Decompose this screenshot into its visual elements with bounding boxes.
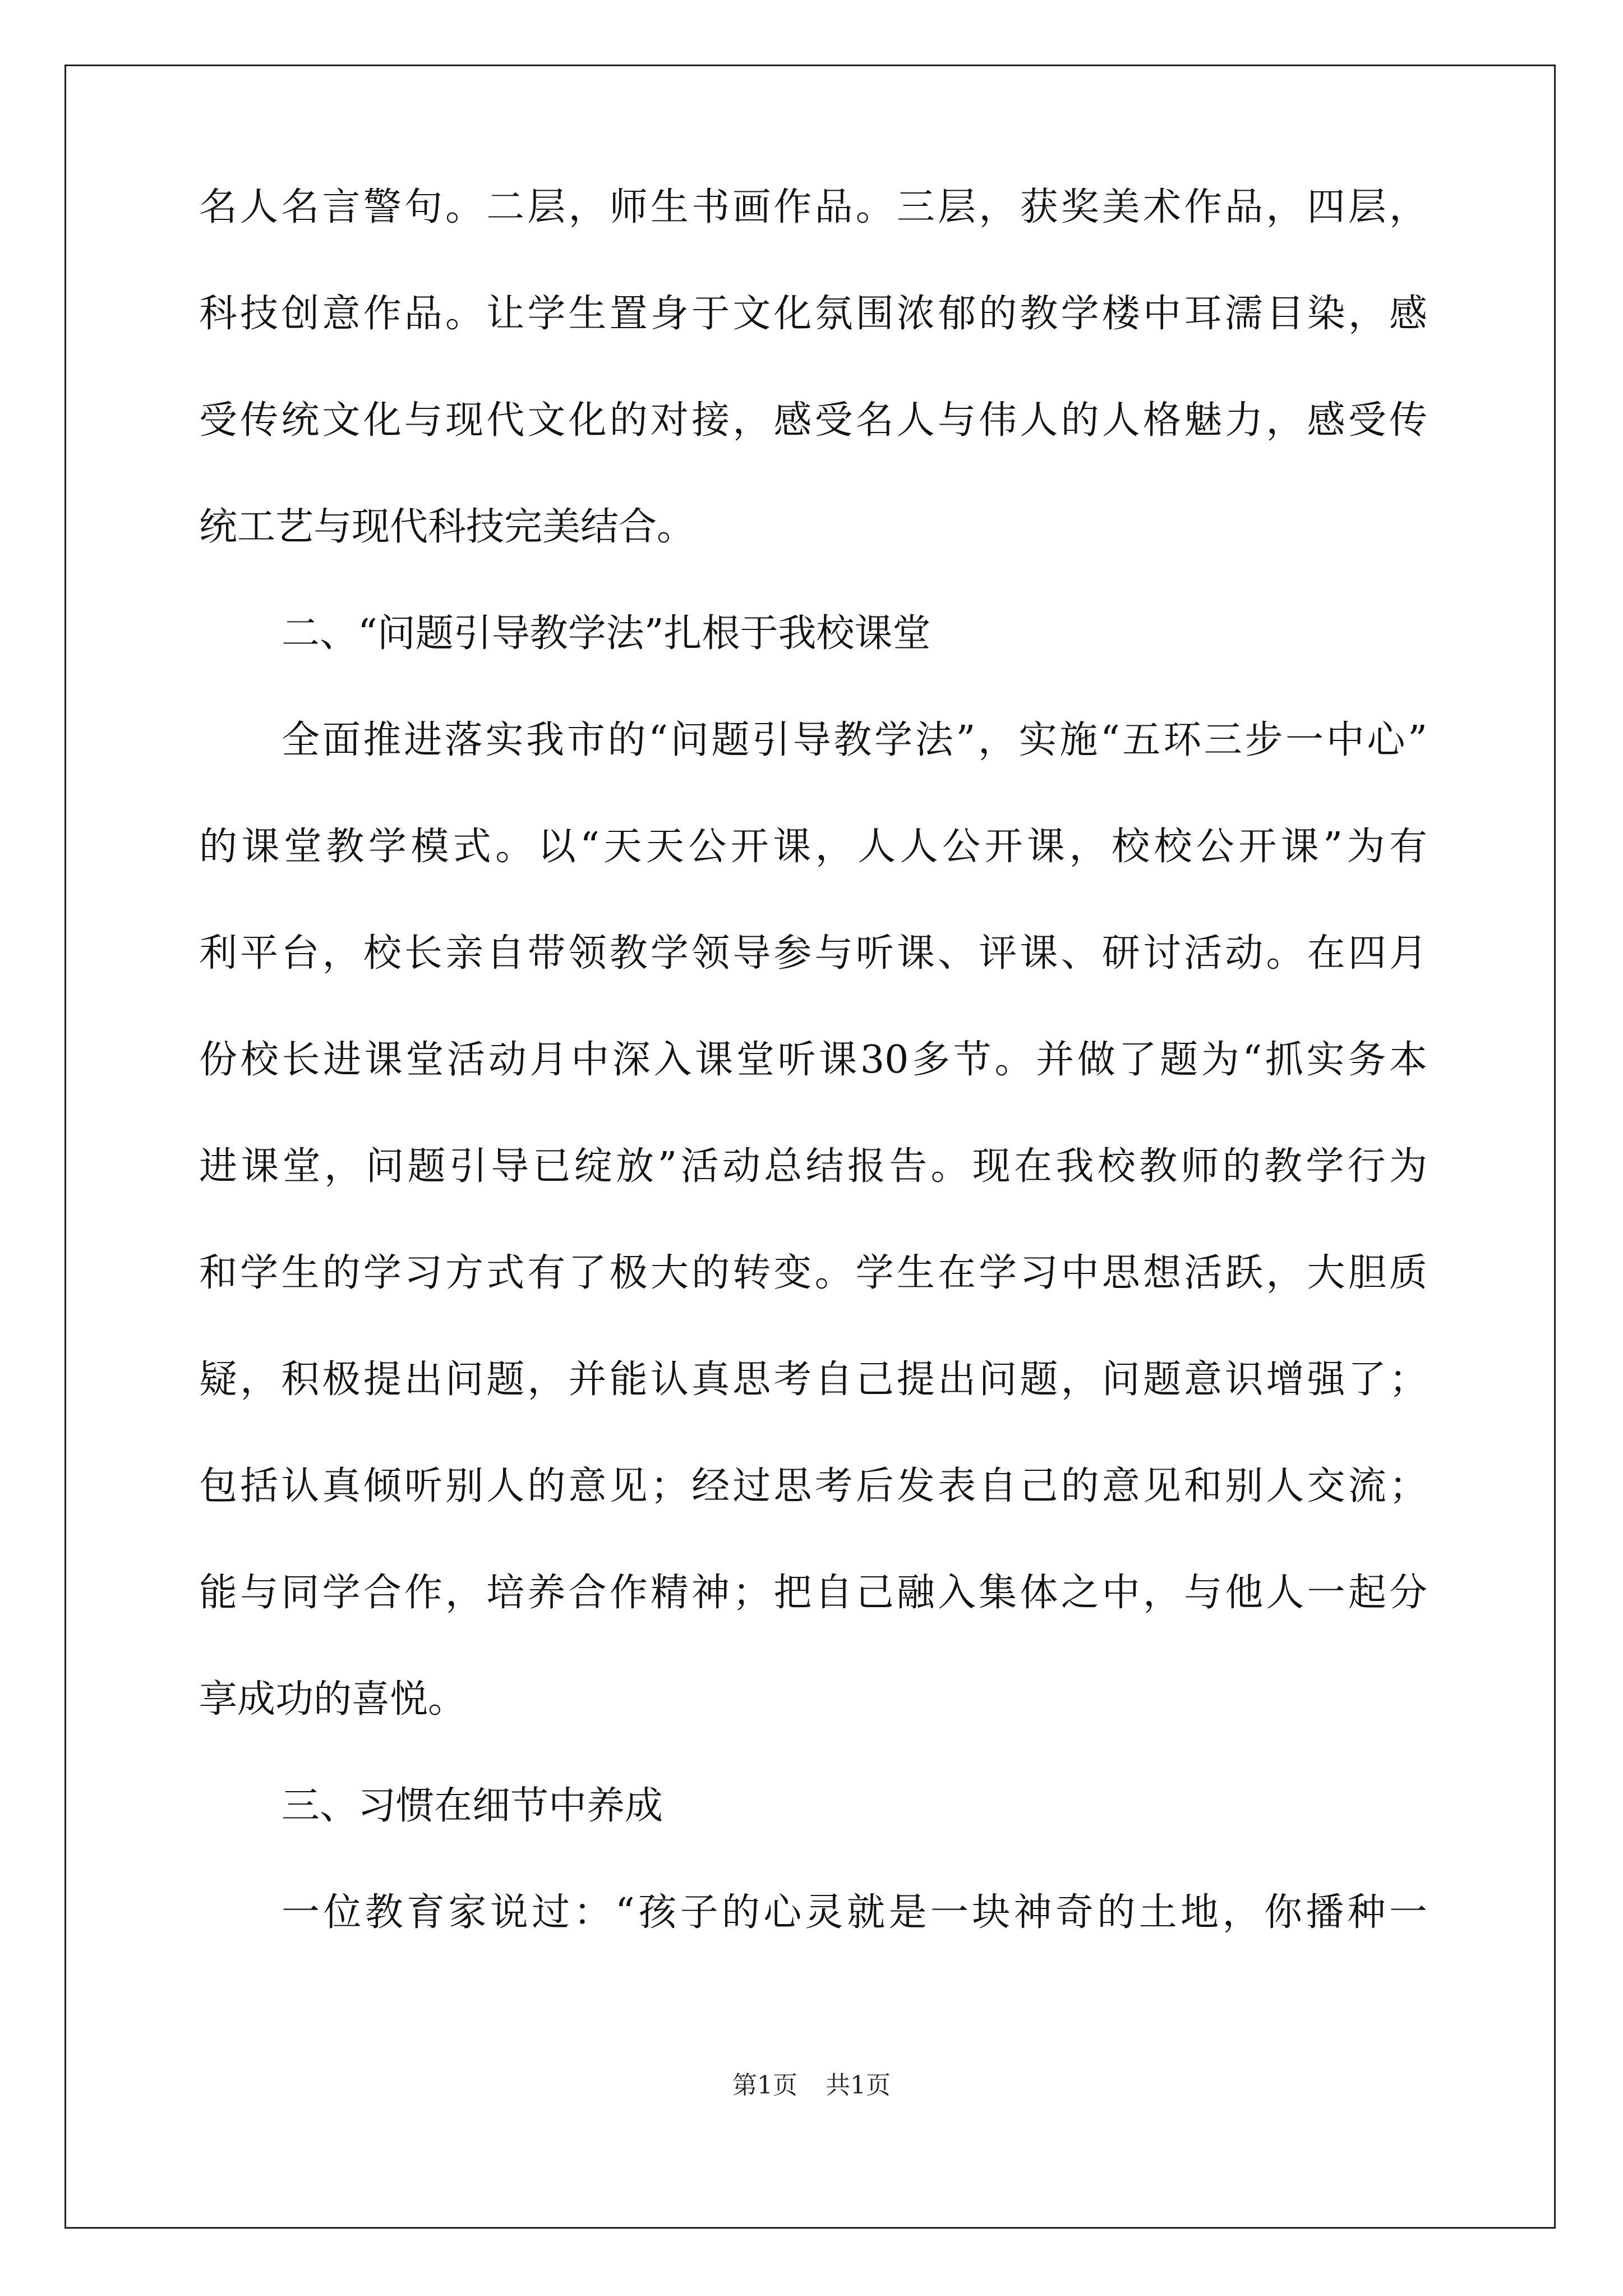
body-line: 疑，积极提出问题，并能认真思考自己提出问题，问题意识增强了； [199, 1358, 1427, 1402]
body-line: 利平台，校长亲自带领教学领导参与听课、评课、研讨活动。在四月 [199, 931, 1427, 976]
body-line: 包括认真倾听别人的意见；经过思考后发表自己的意见和别人交流； [199, 1464, 1427, 1508]
body-line: 和学生的学习方式有了极大的转变。学生在学习中思想活跃，大胆质 [199, 1251, 1427, 1295]
section-heading: 二、“问题引导教学法”扎根于我校课堂 [282, 611, 931, 656]
body-line: 一位教育家说过：“孩子的心灵就是一块神奇的土地，你播种一 [282, 1890, 1427, 1935]
body-line: 进课堂，问题引导已绽放”活动总结报告。现在我校教师的教学行为 [199, 1144, 1427, 1189]
body-line: 统工艺与现代科技完美结合。 [199, 505, 695, 549]
page-total: 共1页 [826, 2071, 891, 2100]
body-line: 受传统文化与现代文化的对接，感受名人与伟人的人格魅力，感受传 [199, 398, 1427, 443]
page-number: 第1页 [732, 2071, 797, 2100]
body-line: 全面推进落实我市的“问题引导教学法”，实施“五环三步一中心” [282, 718, 1427, 762]
section-heading: 三、习惯在细节中养成 [282, 1784, 663, 1828]
body-line: 的课堂教学模式。以“天天公开课，人人公开课，校校公开课”为有 [199, 825, 1427, 869]
body-line: 能与同学合作，培养合作精神；把自己融入集体之中，与他人一起分 [199, 1571, 1427, 1615]
page-footer [0, 2069, 1623, 2102]
body-line: 科技创意作品。让学生置身于文化氛围浓郁的教学楼中耳濡目染，感 [199, 292, 1427, 336]
body-line: 份校长进课堂活动月中深入课堂听课30多节。并做了题为“抓实务本 [199, 1038, 1427, 1082]
body-line: 名人名言警句。二层，师生书画作品。三层，获奖美术作品，四层， [199, 185, 1427, 229]
body-line: 享成功的喜悦。 [199, 1677, 467, 1722]
